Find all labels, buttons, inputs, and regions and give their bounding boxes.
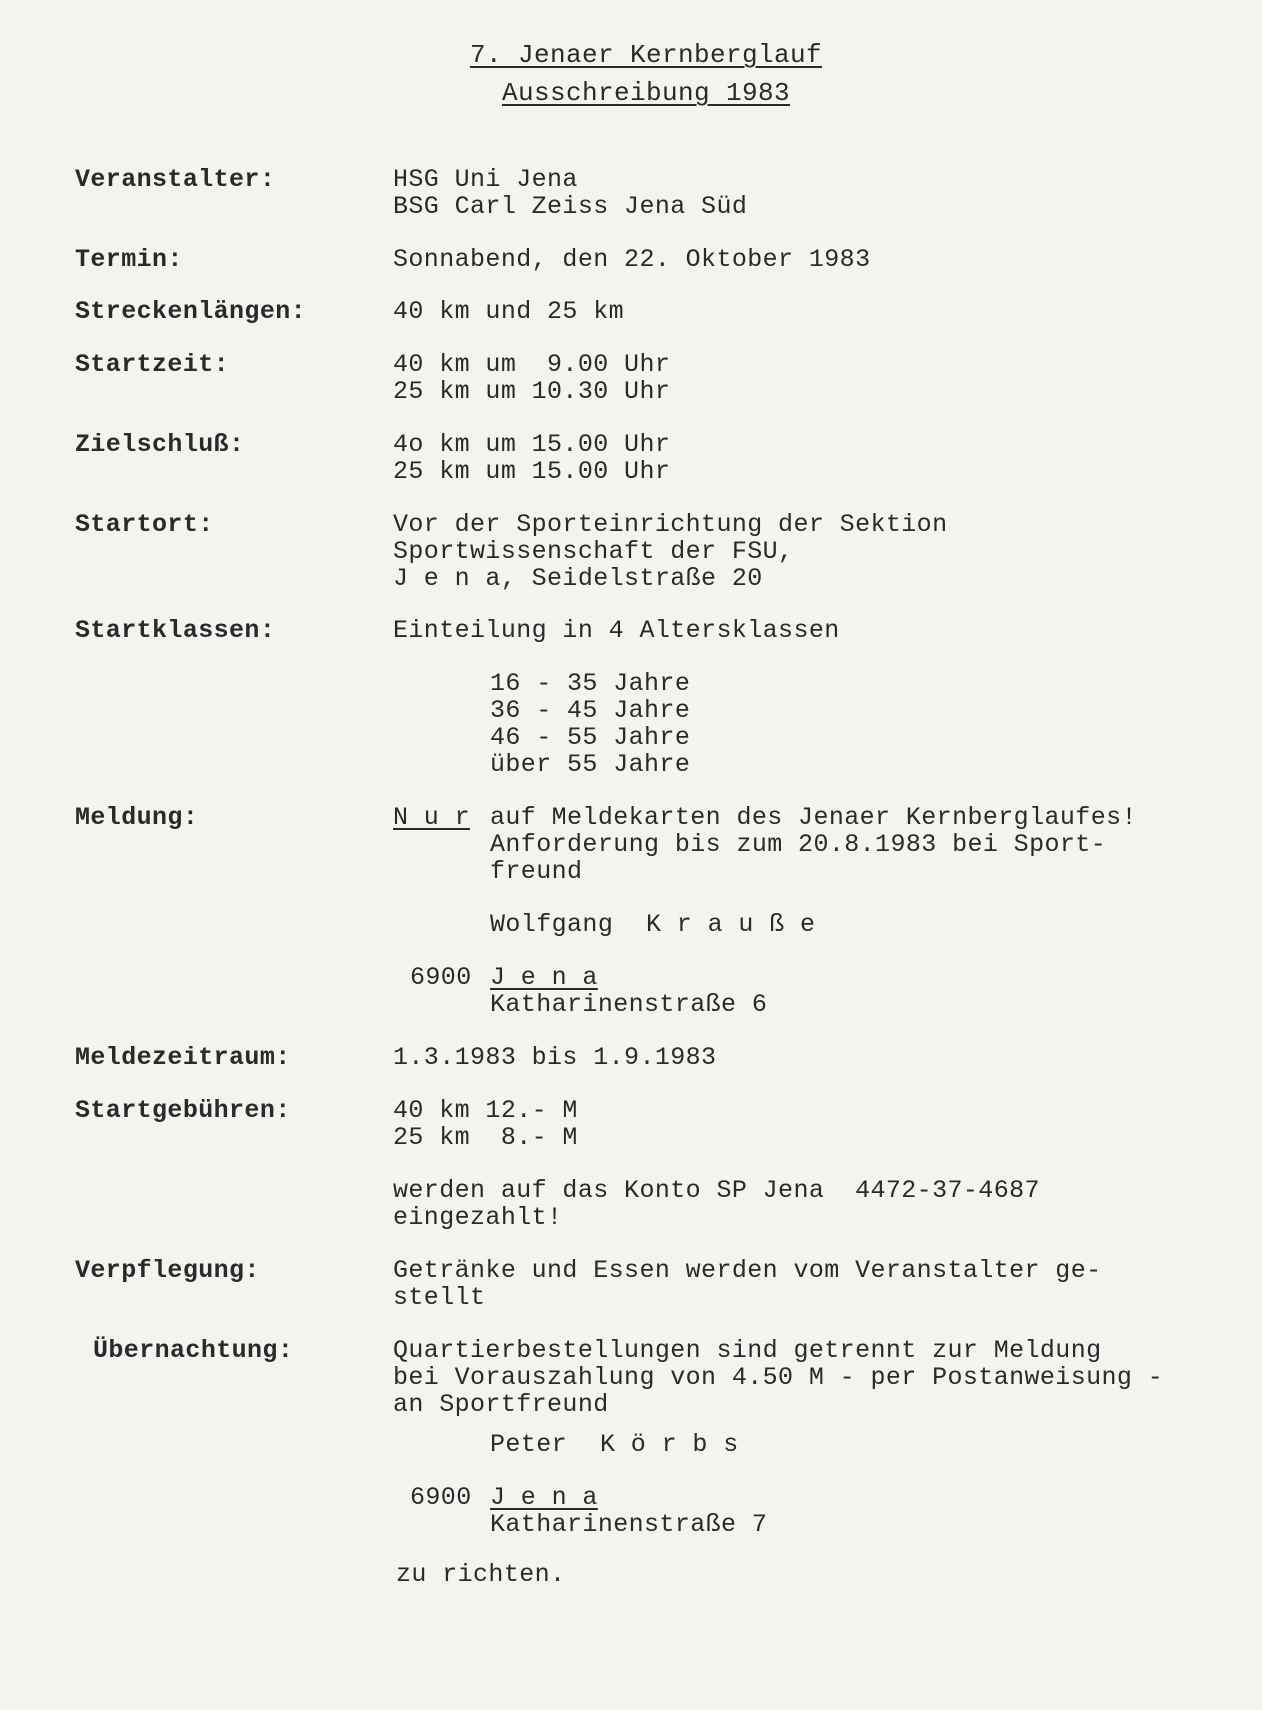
label-verpflegung: Verpflegung: — [75, 1256, 260, 1285]
startort-line-3: J e n a, Seidelstraße 20 — [393, 564, 763, 593]
veranstalter-line-1: HSG Uni Jena — [393, 165, 578, 194]
document-subtitle: Ausschreibung 1983 — [502, 78, 791, 108]
meldung-line-3: freund — [490, 857, 583, 886]
label-startzeit: Startzeit: — [75, 350, 230, 379]
label-startgebuehren: Startgebühren: — [75, 1096, 291, 1125]
meldung-contact-last: K r a u ß e — [646, 910, 816, 939]
meldezeitraum-value: 1.3.1983 bis 1.9.1983 — [393, 1043, 717, 1072]
startgebuehren-line-2: 25 km 8.- M — [393, 1123, 578, 1152]
uebernachtung-contact-first: Peter — [490, 1430, 568, 1459]
age-class-item: über 55 Jahre — [490, 750, 691, 779]
meldung-postcode: 6900 — [410, 963, 472, 992]
verpflegung-line-2: stellt — [393, 1283, 486, 1312]
label-startklassen: Startklassen: — [75, 616, 276, 645]
uebernachtung-line-1: Quartierbestellungen sind getrennt zur Meldung — [393, 1336, 1102, 1365]
age-class-item: 36 - 45 Jahre — [490, 696, 691, 725]
label-startort: Startort: — [75, 510, 214, 539]
age-class-item: 46 - 55 Jahre — [490, 723, 691, 752]
startort-line-1: Vor der Sporteinrichtung der Sektion — [393, 510, 948, 539]
label-meldung: Meldung: — [75, 803, 199, 832]
label-streckenlaengen: Streckenlängen: — [75, 297, 307, 326]
verpflegung-line-1: Getränke und Essen werden vom Veranstalter ge- — [393, 1256, 1102, 1285]
startzeit-line-2: 25 km um 10.30 Uhr — [393, 377, 671, 406]
label-termin: Termin: — [75, 245, 183, 274]
meldung-emphasis: N u r — [393, 803, 471, 832]
age-class-item: 16 - 35 Jahre — [490, 669, 691, 698]
uebernachtung-postcode: 6900 — [410, 1483, 472, 1512]
zielschluss-line-2: 25 km um 15.00 Uhr — [393, 457, 671, 486]
document-title: 7. Jenaer Kernberglauf — [470, 40, 823, 70]
label-veranstalter: Veranstalter: — [75, 165, 276, 194]
meldung-contact-first: Wolfgang — [490, 910, 614, 939]
meldung-city: J e n a — [490, 963, 598, 992]
uebernachtung-street: Katharinenstraße 7 — [490, 1510, 768, 1539]
uebernachtung-contact-last: K ö r b s — [600, 1430, 739, 1459]
termin-value: Sonnabend, den 22. Oktober 1983 — [393, 245, 871, 274]
startort-line-2: Sportwissenschaft der FSU, — [393, 537, 794, 566]
uebernachtung-city: J e n a — [490, 1483, 598, 1512]
startgebuehren-note-1: werden auf das Konto SP Jena 4472-37-4687 — [393, 1176, 1040, 1205]
streckenlaengen-value: 40 km und 25 km — [393, 297, 625, 326]
label-meldezeitraum: Meldezeitraum: — [75, 1043, 291, 1072]
startzeit-line-1: 40 km um 9.00 Uhr — [393, 350, 671, 379]
label-uebernachtung: Übernachtung: — [93, 1336, 294, 1365]
startgebuehren-note-2: eingezahlt! — [393, 1203, 563, 1232]
startgebuehren-line-1: 40 km 12.- M — [393, 1096, 578, 1125]
label-zielschluss: Zielschluß: — [75, 430, 245, 459]
uebernachtung-line-3: an Sportfreund — [393, 1390, 609, 1419]
meldung-line-2: Anforderung bis zum 20.8.1983 bei Sport- — [490, 830, 1107, 859]
veranstalter-line-2: BSG Carl Zeiss Jena Süd — [393, 192, 748, 221]
zielschluss-line-1: 4o km um 15.00 Uhr — [393, 430, 671, 459]
meldung-line-1: auf Meldekarten des Jenaer Kernberglaufes! — [490, 803, 1137, 832]
startklassen-intro: Einteilung in 4 Altersklassen — [393, 616, 840, 645]
uebernachtung-closing: zu richten. — [396, 1560, 566, 1589]
meldung-street: Katharinenstraße 6 — [490, 990, 768, 1019]
uebernachtung-line-2: bei Vorauszahlung von 4.50 M - per Postanweisung - — [393, 1363, 1164, 1392]
